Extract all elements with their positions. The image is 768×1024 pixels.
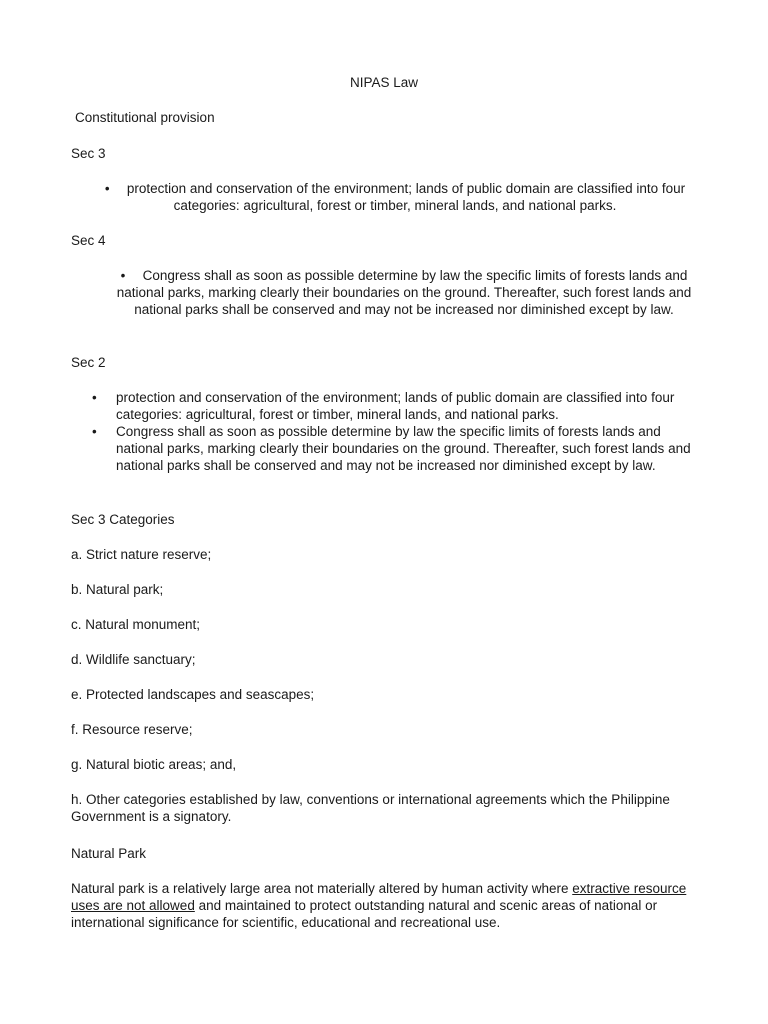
list-item xyxy=(92,423,702,474)
sec4-bullet xyxy=(104,267,704,318)
natural-park-heading: Natural Park xyxy=(71,846,147,861)
document-title: NIPAS Law xyxy=(349,75,419,90)
category-item: h. Other categories established by law, conventions or international agreements which the Philippine Government is a signatory. xyxy=(71,792,670,824)
bullet-icon: • xyxy=(120,268,126,283)
category-item: d. Wildlife sanctuary; xyxy=(71,652,196,667)
bullet-icon: • xyxy=(92,424,97,439)
constitutional-provision-heading: Constitutional provision xyxy=(75,110,215,125)
bullet-icon: • xyxy=(92,390,97,405)
category-item: f. Resource reserve; xyxy=(71,722,193,737)
sec2-bullet-text: Congress shall as soon as possible determine by law the specific limits of forests lands and national parks, marking clearly their boundaries on the ground. Thereafter, such forest lands and national parks shall be conserved and may not be increased nor diminished except by law. xyxy=(116,424,691,473)
sec2-bullet-list xyxy=(92,389,702,474)
sec2-bullet-text: protection and conservation of the environment; lands of public domain are classified into four categories: agricultural, forest or timber, mineral lands, and national parks. xyxy=(116,390,675,422)
category-item: b. Natural park; xyxy=(71,582,164,597)
category-item: a. Strict nature reserve; xyxy=(71,547,212,562)
sec4-label: Sec 4 xyxy=(71,233,106,248)
categories-heading: Sec 3 Categories xyxy=(71,512,175,527)
category-item: e. Protected landscapes and seascapes; xyxy=(71,687,315,702)
list-item xyxy=(92,389,702,423)
sec2-label: Sec 2 xyxy=(71,355,106,370)
bullet-icon: • xyxy=(104,181,110,196)
natural-park-text: and maintained to protect outstanding natural and scenic areas of national or international significance for scientific, educational and recreational use. xyxy=(71,898,658,930)
natural-park-underlined-text: extractive resource uses are not allowed xyxy=(71,881,687,913)
category-item: c. Natural monument; xyxy=(71,617,201,632)
sec3-label: Sec 3 xyxy=(71,146,106,161)
sec3-bullet xyxy=(100,180,690,214)
sec4-bullet-text: Congress shall as soon as possible determine by law the specific limits of forests lands and national parks, marking clearly their boundaries on the ground. Thereafter, such forest lands and national parks shall be conserved and may not be increased nor diminished except by law. xyxy=(116,268,692,317)
sec3-bullet-text: protection and conservation of the environment; lands of public domain are classified into four categories: agricultural, forest or timber, mineral lands, and national parks. xyxy=(126,181,686,213)
natural-park-paragraph xyxy=(71,880,696,931)
natural-park-text: Natural park is a relatively large area not materially altered by human activity where xyxy=(71,881,573,896)
category-item: g. Natural biotic areas; and, xyxy=(71,757,237,772)
